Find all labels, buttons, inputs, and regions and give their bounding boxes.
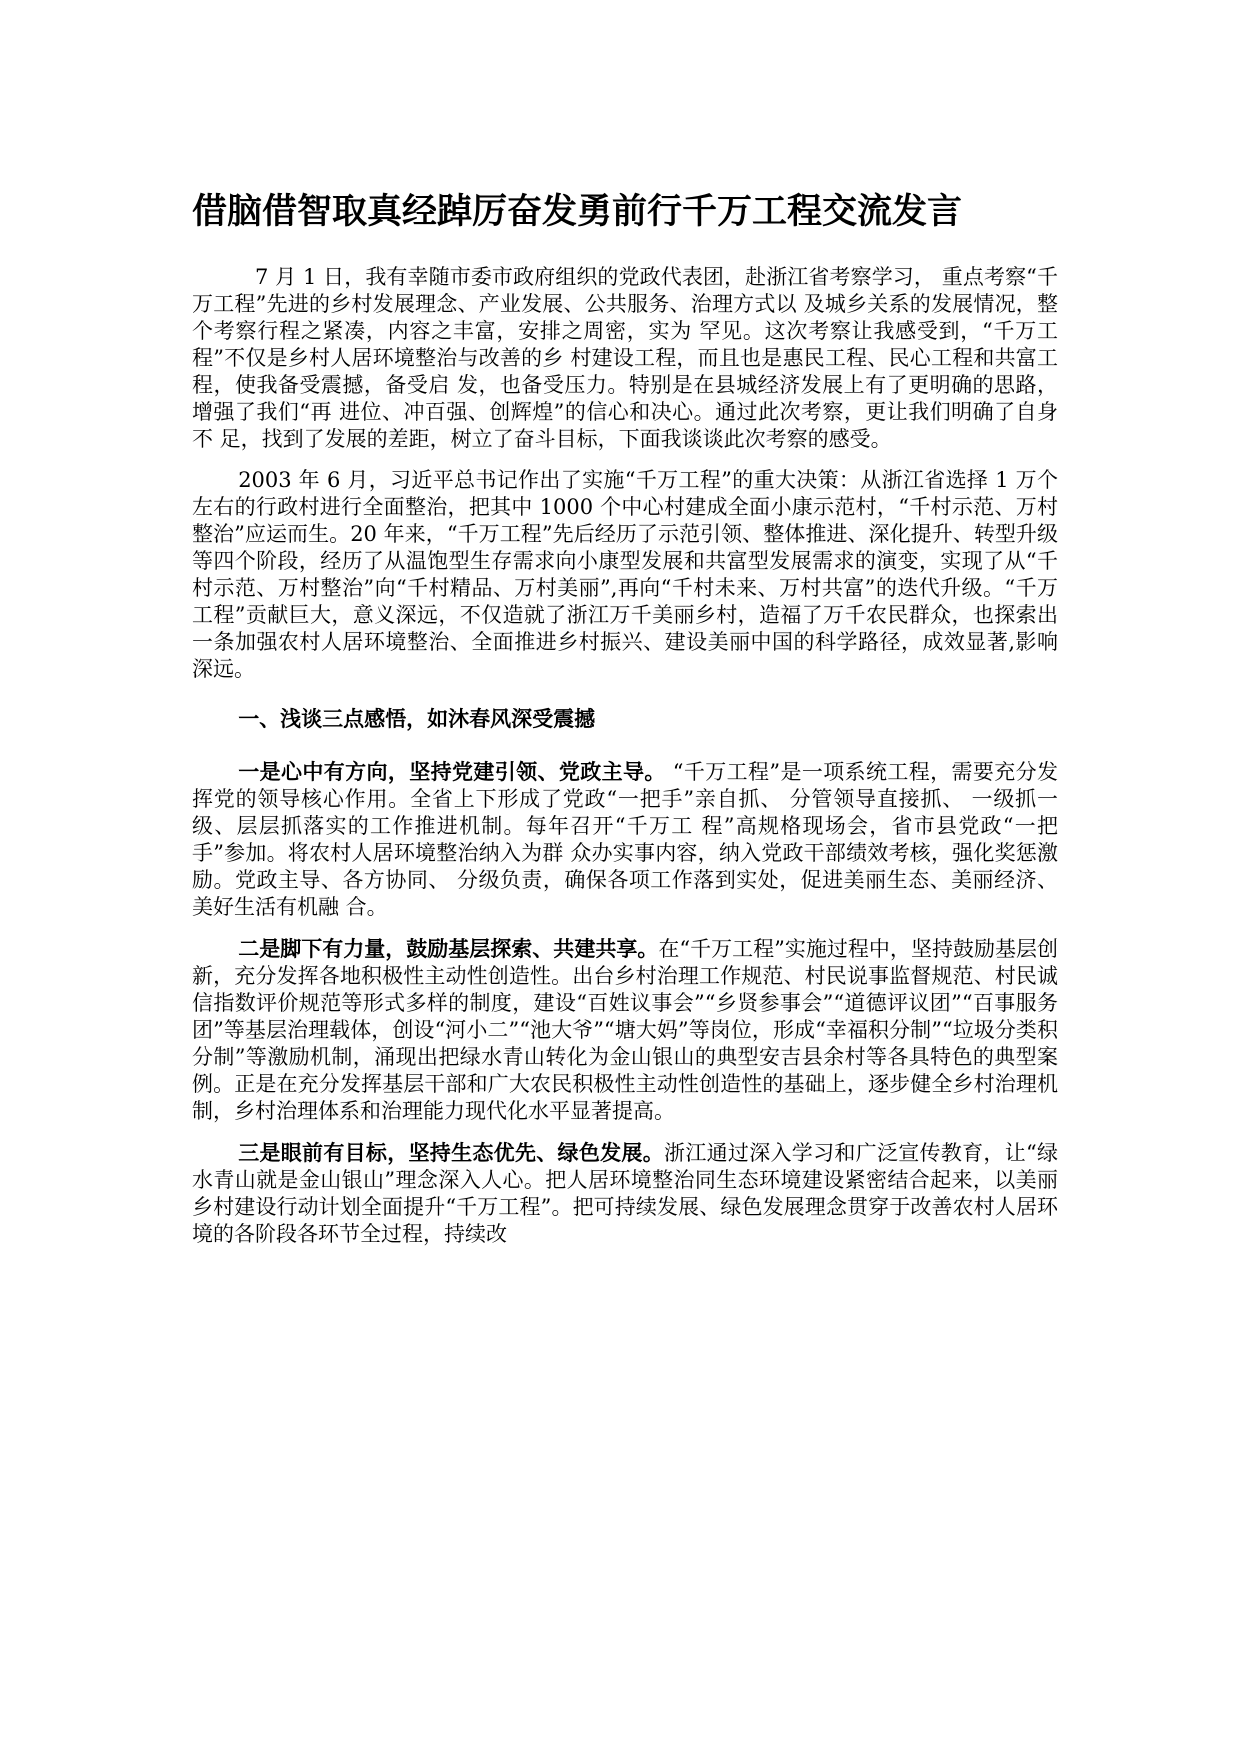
document-page xyxy=(192,188,1058,1262)
document-title: 借脑借智取真经踔厉奋发勇前行千万工程交流发言 xyxy=(192,192,963,232)
point-paragraph-3 xyxy=(192,1139,1058,1248)
point-body-1: “千万工程”是一项系统工程，需要充分发挥党的领导核心作用。全省上下形成了党政“一把手”亲自抓、 分管领导直接抓、 一级抓一级、层层抓落实的工作推进机制。每年召开“千万工 程”高规格现场会，省市县党政“一把手”参加。将农村人居环境整治纳入为群 众办实事内容，纳入党政干部绩效考核，强化奖惩激励。党政主导、各方协同、 分级负责，确保各项工作落到实处，促进美丽生态、美丽经济、美好生活有机融 合。 xyxy=(192,760,1058,919)
intro-paragraph: 7 月 1 日，我有幸随市委市政府组织的党政代表团，赴浙江省考察学习， 重点考察“千万工程”先进的乡村发展理念、产业发展、公共服务、治理方式以 及城乡关系的发展情况，整个考察行程之紧凑，内容之丰富，安排之周密，实为 罕见。这次考察让我感受到，“千万工程”不仅是乡村人居环境整治与改善的乡 村建设工程，而且也是惠民工程、民心工程和共富工程，使我备受震撼，备受启 发，也备受压力。特别是在县城经济发展上有了更明确的思路，增强了我们“再 进位、冲百强、创辉煌”的信心和决心。通过此次考察，更让我们明确了自身不 足，找到了发展的差距，树立了奋斗目标，下面我谈谈此次考察的感受。 xyxy=(192,265,1058,451)
point-paragraph-1 xyxy=(192,758,1058,921)
point-lead-1: 一是心中有方向，坚持党建引领、党政主导。 xyxy=(238,759,666,784)
point-body-2: 在“千万工程”实施过程中，坚持鼓励基层创新，充分发挥各地积极性主动性创造性。出台乡村治理工作规范、村民说事监督规范、村民诚信指数评价规范等形式多样的制度，建设“百姓议事会”“乡贤参事会”“道德评议团”“百事服务团”等基层治理载体，创设“河小二”“池大爷”“塘大妈”等岗位，形成“幸福积分制”“垃圾分类积分制”等激励机制，涌现出把绿水青山转化为金山银山的典型安吉县余村等各具特色的典型案例。正是在充分发挥基层干部和广大农民积极性主动性创造性的基础上，逐步健全乡村治理机制，乡村治理体系和治理能力现代化水平显著提高。 xyxy=(192,937,1058,1123)
point-paragraph-2 xyxy=(192,935,1058,1125)
background-paragraph: 2003 年 6 月，习近平总书记作出了实施“千万工程”的重大决策：从浙江省选择 1 万个左右的行政村进行全面整治，把其中 1000 个中心村建成全面小康示范村，“千村示范、万村整治”应运而生。20 年来，“千万工程”先后经历了示范引领、整体推进、深化提升、转型升级等四个阶段，经历了从温饱型生存需求向小康型发展和共富型发展需求的演变，实现了从“千村示范、万村整治”向“千村精品、万村美丽”,再向“千村未来、万村共富”的迭代升级。“千万工程”贡献巨大，意义深远，不仅造就了浙江万千美丽乡村，造福了万千农民群众，也探索出一条加强农村人居环境整治、全面推进乡村振兴、建设美丽中国的科学路径，成效显著,影响深远。 xyxy=(192,468,1058,681)
point-body-3: 浙江通过深入学习和广泛宣传教育，让“绿水青山就是金山银山”理念深入人心。把人居环境整治同生态环境建设紧密结合起来，以美丽乡村建设行动计划全面提升“千万工程”。把可持续发展、绿色发展理念贯穿于改善农村人居环境的各阶段各环节全过程，持续改 xyxy=(192,1141,1059,1246)
point-lead-2: 二是脚下有力量，鼓励基层探索、共建共享。 xyxy=(238,936,659,961)
point-lead-3: 三是眼前有目标，坚持生态优先、绿色发展。 xyxy=(238,1140,665,1165)
section-heading: 一、浅谈三点感悟，如沐春风深受震撼 xyxy=(238,706,596,731)
